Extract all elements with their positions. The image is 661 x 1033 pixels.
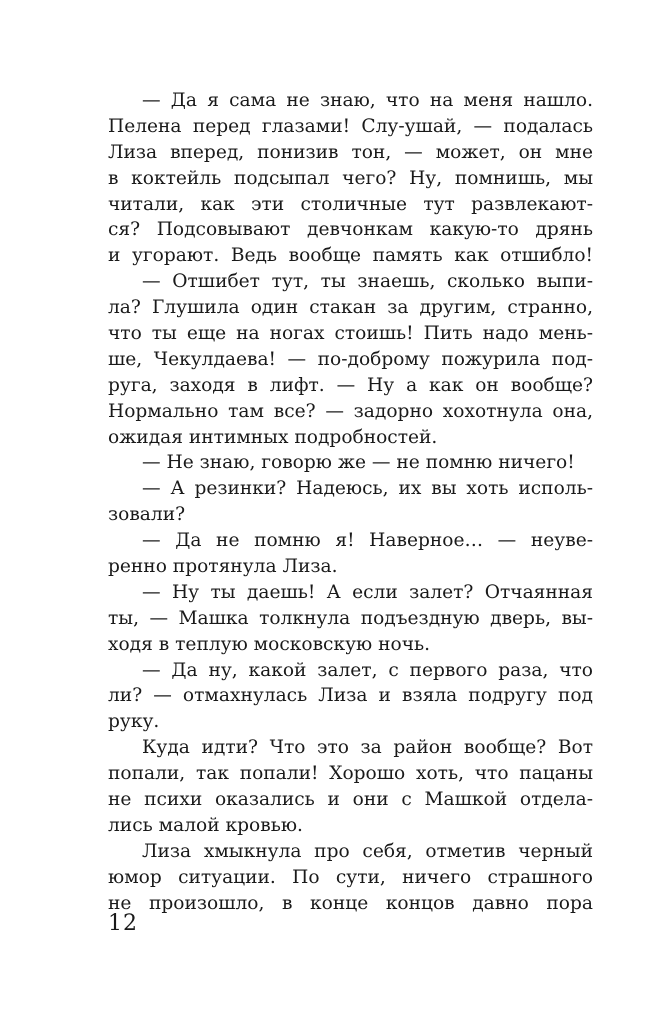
text-line: ты, — Машка толкнула подъездную дверь, вы-: [108, 607, 593, 629]
text-line: что ты еще на ногах стоишь! Пить надо мень-: [108, 323, 593, 345]
text-line: Лиза хмыкнула про себя, отметив черный: [142, 840, 593, 862]
text-line: Нормально там все? — задорно хохотнула она,: [108, 400, 593, 422]
page-number: 12: [108, 911, 138, 936]
body-text: [108, 88, 593, 917]
text-line: не произошло, в конце концов давно пора: [108, 892, 593, 914]
text-line: — Ну ты даешь! А если залет? Отчаянная: [142, 581, 593, 603]
text-line: Пелена перед глазами! Слу-ушай, — подалась: [108, 115, 593, 137]
text-line: — Да ну, какой залет, с первого раза, что: [142, 659, 593, 681]
text-line: руга, заходя в лифт. — Ну а как он вообще?: [108, 374, 593, 396]
text-line: читали, как эти столичные тут развлекают-: [108, 193, 593, 215]
text-line: Куда идти? Что это за район вообще? Вот: [142, 737, 593, 759]
text-line: зовали?: [108, 504, 186, 526]
text-line: ли? — отмахнулась Лиза и взяла подругу под: [108, 685, 593, 707]
text-line: не психи оказались и они с Машкой отдела-: [108, 789, 593, 811]
text-line: и угорают. Ведь вообще память как отшибло!: [108, 245, 593, 267]
text-line: ожидая интимных подробностей.: [108, 426, 438, 448]
text-line: руку.: [108, 711, 160, 733]
text-line: — Не знаю, говорю же — не помню ничего!: [142, 452, 575, 474]
text-line: в коктейль подсыпал чего? Ну, помнишь, мы: [108, 167, 593, 189]
text-line: ренно протянула Лиза.: [108, 556, 338, 578]
text-line: ходя в теплую московскую ночь.: [108, 633, 431, 655]
text-line: — Да я сама не знаю, что на меня нашло.: [142, 90, 593, 111]
text-line: ла? Глушила один стакан за другим, странно,: [108, 297, 593, 319]
text-line: юмор ситуации. По сути, ничего страшного: [108, 866, 593, 888]
text-line: попали, так попали! Хорошо хоть, что пацаны: [108, 763, 593, 785]
text-line: — А резинки? Надеюсь, их вы хоть исполь-: [142, 478, 593, 500]
text-line: — Отшибет тут, ты знаешь, сколько выпи-: [142, 271, 593, 293]
text-line: Лиза вперед, понизив тон, — может, он мне: [108, 141, 593, 163]
text-line: ся? Подсовывают девчонкам какую-то дрянь: [108, 219, 593, 241]
text-line: лись малой кровью.: [108, 814, 303, 836]
text-line: ше, Чекулдаева! — по-доброму пожурила под-: [108, 348, 593, 370]
text-line: — Да не помню я! Наверное… — неуве-: [142, 530, 593, 552]
